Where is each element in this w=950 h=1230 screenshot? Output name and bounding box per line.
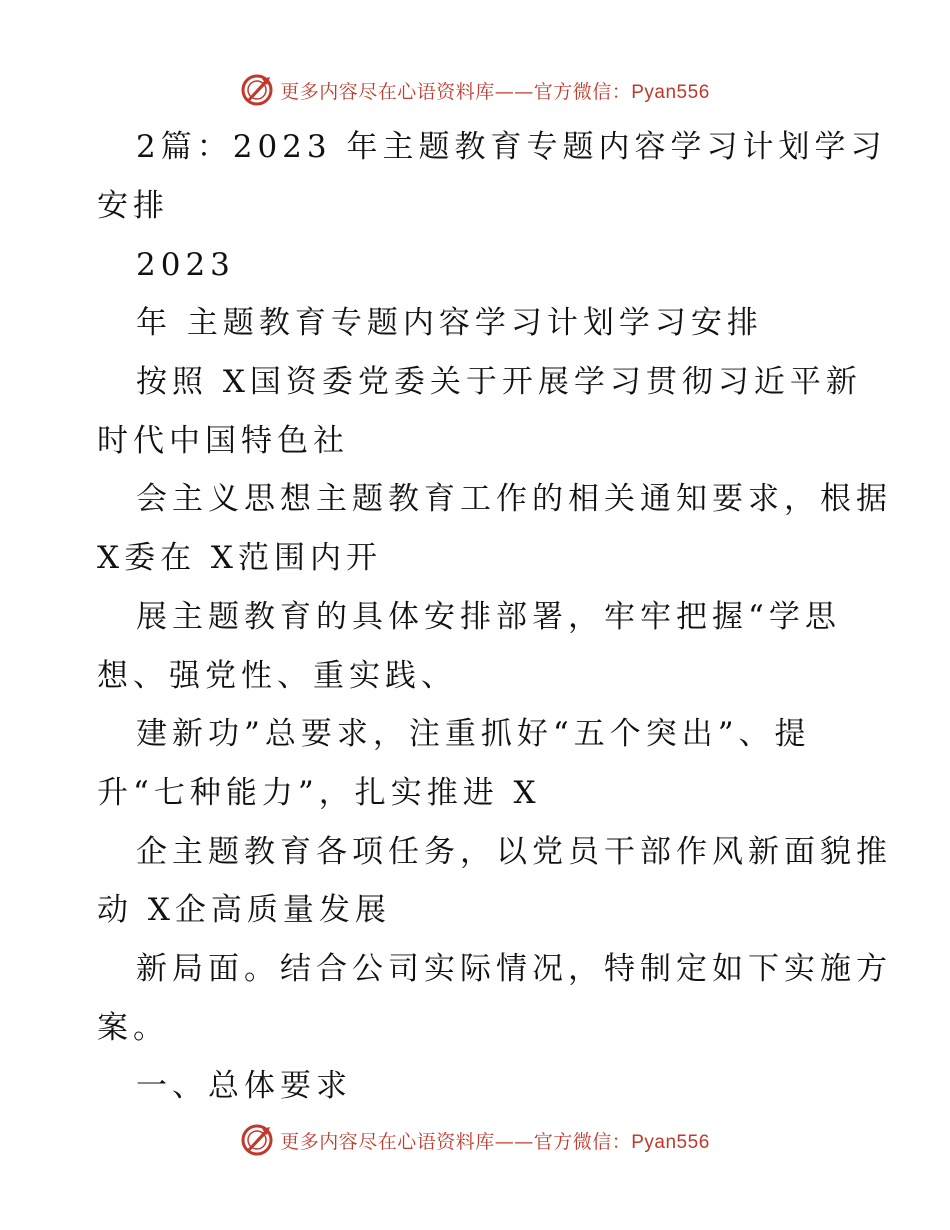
doc-paragraph-line: 动 X企高质量发展 [97,892,391,928]
doc-paragraph-line: 会主义思想主题教育工作的相关通知要求，根据 [136,481,892,517]
doc-paragraph-line: X委在 X范围内开 [97,540,382,576]
doc-paragraph-line: 按照 X国资委党委关于开展学习贯彻习近平新 [136,364,862,400]
doc-title-line-1: 2篇：2023 年主题教育专题内容学习计划学习 [136,129,887,165]
watermark-wechat-id: Pyan556 [631,81,710,103]
watermark-dash: —— [494,1130,534,1153]
doc-subtitle-line: 年 主题教育专题内容学习计划学习安排 [136,305,763,341]
watermark-wechat-label: 官方微信： [533,1130,632,1153]
quill-logo-icon [240,1123,274,1157]
doc-year-line: 2023 [136,247,235,283]
doc-paragraph-line: 想、强党性、重实践、 [97,658,457,694]
doc-paragraph-line: 新局面。结合公司实际情况，特制定如下实施方 [136,951,892,987]
watermark-wechat-label: 官方微信： [533,80,632,103]
doc-paragraph-line: 建新功”总要求，注重抓好“五个突出”、提 [136,716,811,752]
watermark-text [280,1127,710,1154]
doc-paragraph-line: 升“七种能力”，扎实推进 X [97,775,541,811]
doc-paragraph-line: 企主题教育各项任务，以党员干部作风新面貌推 [136,834,892,870]
doc-title-line-2: 安排 [97,188,169,224]
footer-watermark [0,1120,950,1160]
watermark-dash: —— [494,80,534,103]
watermark-site: 更多内容尽在心语资料库 [280,80,495,103]
doc-section-heading: 一、总体要求 [136,1068,352,1104]
watermark-wechat-id: Pyan556 [631,1131,710,1153]
doc-paragraph-line: 时代中国特色社 [97,423,349,459]
doc-paragraph-line: 展主题教育的具体安排部署，牢牢把握“学思 [136,599,841,635]
watermark-site: 更多内容尽在心语资料库 [280,1130,495,1153]
doc-paragraph-line: 案。 [97,1010,169,1046]
